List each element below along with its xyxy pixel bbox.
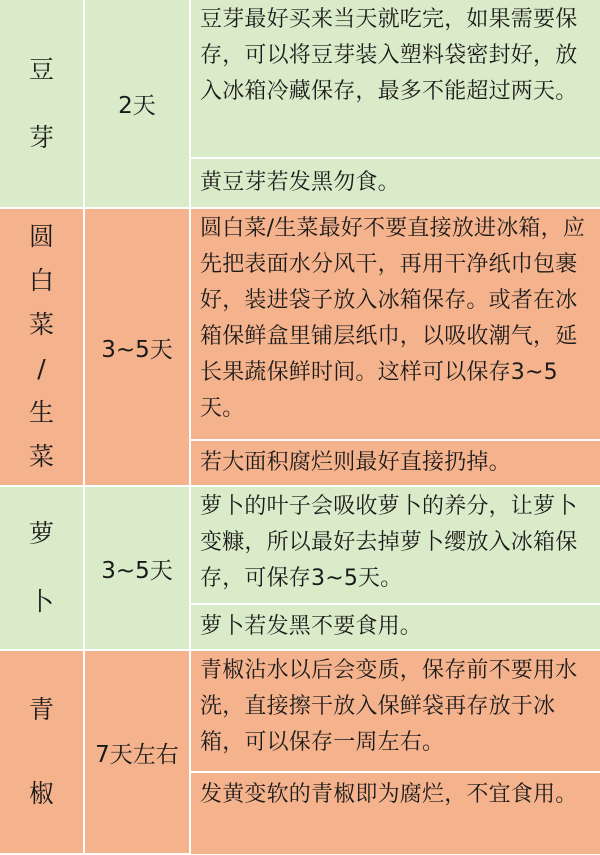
vegetable-name-cell bbox=[0, 208, 84, 486]
vegetable-name-cell bbox=[0, 650, 84, 854]
storage-method-cell: 圆白菜/生菜最好不要直接放进冰箱，应先把表面水分风干，再用干净纸巾包裹好，装进袋子放入冰箱保存。或者在冰箱保鲜盒里铺层纸巾，以吸收潮气，延长果蔬保鲜时间。这样可以保存3~5天。 bbox=[190, 208, 600, 440]
storage-days-cell: 7天左右 bbox=[84, 650, 190, 854]
vegetable-name-char: 芽 bbox=[28, 122, 54, 152]
vegetable-name-cell bbox=[0, 0, 84, 208]
storage-method-cell: 豆芽最好买来当天就吃完，如果需要保存，可以将豆芽装入塑料袋密封好，放入冰箱冷藏保存，最多不能超过两天。 bbox=[190, 0, 600, 158]
warning-cell: 若大面积腐烂则最好直接扔掉。 bbox=[190, 440, 600, 486]
table-row bbox=[0, 208, 600, 440]
warning-cell: 黄豆芽若发黑勿食。 bbox=[190, 158, 600, 208]
vegetable-name-char: 青 bbox=[28, 695, 54, 724]
vegetable-name-char: 菜 bbox=[28, 442, 54, 471]
vegetable-name-char: / bbox=[37, 354, 46, 383]
vegetable-name-char: 卜 bbox=[28, 587, 54, 616]
vegetable-name-char: 豆 bbox=[28, 54, 54, 84]
warning-cell: 萝卜若发黑不要食用。 bbox=[190, 604, 600, 650]
vegetable-name-cell bbox=[0, 486, 84, 650]
table-row bbox=[0, 650, 600, 772]
warning-cell: 发黄变软的青椒即为腐烂，不宜食用。 bbox=[190, 772, 600, 854]
table-row bbox=[0, 0, 600, 158]
storage-days-cell: 3~5天 bbox=[84, 208, 190, 486]
storage-method-cell: 青椒沾水以后会变质，保存前不要用水洗，直接擦干放入保鲜袋再存放于冰箱，可以保存一周左右。 bbox=[190, 650, 600, 772]
vegetable-name-char: 萝 bbox=[28, 519, 54, 548]
table-row bbox=[0, 486, 600, 604]
storage-method-cell: 萝卜的叶子会吸收萝卜的养分，让萝卜变糠，所以最好去掉萝卜缨放入冰箱保存，可保存3~5天。 bbox=[190, 486, 600, 604]
storage-days-cell: 2天 bbox=[84, 0, 190, 208]
vegetable-name-char: 白 bbox=[28, 266, 54, 295]
vegetable-name-char: 菜 bbox=[28, 310, 54, 339]
vegetable-name-char: 椒 bbox=[28, 779, 54, 808]
vegetable-name-char: 生 bbox=[28, 398, 54, 427]
storage-days-cell: 3~5天 bbox=[84, 486, 190, 650]
vegetable-name-char: 圆 bbox=[28, 222, 54, 251]
